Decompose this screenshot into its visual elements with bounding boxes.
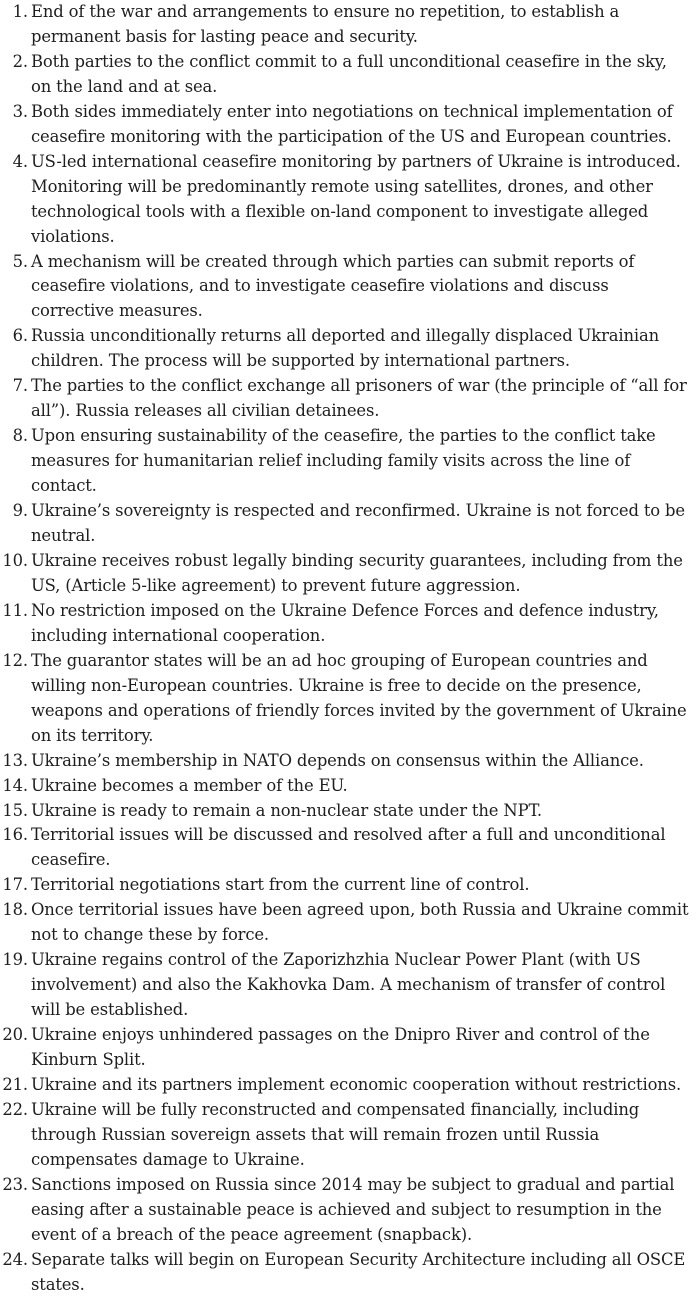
item-number: 3.: [12, 101, 28, 121]
item-number: 11.: [2, 600, 28, 620]
item-text: Ukraine is ready to remain a non-nuclear state under the NPT.: [31, 800, 542, 820]
list-item: [0, 424, 691, 499]
list-item: [0, 499, 691, 549]
item-text: Ukraine enjoys unhindered passages on the Dnipro River and control of the Kinburn Split.: [31, 1025, 650, 1070]
item-number: 6.: [12, 326, 28, 346]
list-item: [0, 774, 691, 799]
item-number: 16.: [2, 825, 28, 845]
list-item: [0, 50, 691, 100]
list-item: [0, 324, 691, 374]
item-text: Ukraine becomes a member of the EU.: [31, 775, 348, 795]
item-number: 17.: [2, 875, 28, 895]
list-item: [0, 100, 691, 150]
item-text: No restriction imposed on the Ukraine Defence Forces and defence industry, including international cooperation.: [31, 600, 659, 645]
item-text: Once territorial issues have been agreed upon, both Russia and Ukraine commit not to change these by force.: [31, 900, 689, 945]
item-text: Ukraine regains control of the Zaporizhzhia Nuclear Power Plant (with US involvement) and also the Kakhovka Dam. A mechanism of transfer of control will be established.: [31, 950, 666, 1020]
item-number: 14.: [2, 775, 28, 795]
item-text: Ukraine’s membership in NATO depends on consensus within the Alliance.: [31, 750, 644, 770]
list-item: [0, 948, 691, 1023]
list-item: [0, 250, 691, 325]
item-text: A mechanism will be created through which parties can submit reports of ceasefire violations, and to investigate ceasefire violations and discuss corrective measures.: [31, 251, 635, 321]
list-item: [0, 823, 691, 873]
item-text: Ukraine will be fully reconstructed and compensated financially, including through Russian sovereign assets that will remain frozen until Russia compensates damage to Ukraine.: [31, 1099, 640, 1169]
item-text: Ukraine and its partners implement economic cooperation without restrictions.: [31, 1074, 682, 1094]
list-item: [0, 898, 691, 948]
item-text: Ukraine receives robust legally binding security guarantees, including from the US, (Article 5-like agreement) to prevent future aggression.: [31, 550, 683, 595]
list-item: [0, 599, 691, 649]
item-number: 7.: [12, 376, 28, 396]
list-item: [0, 549, 691, 599]
item-number: 10.: [2, 550, 28, 570]
list-item: [0, 1023, 691, 1073]
list-item: [0, 649, 691, 749]
item-number: 20.: [2, 1025, 28, 1045]
item-text: Both parties to the conflict commit to a full unconditional ceasefire in the sky, on the land and at sea.: [31, 51, 667, 96]
item-text: Upon ensuring sustainability of the ceasefire, the parties to the conflict take measures for humanitarian relief including family visits across the line of contact.: [31, 426, 656, 496]
item-number: 18.: [2, 900, 28, 920]
item-text: Territorial issues will be discussed and resolved after a full and unconditional ceasefire.: [31, 825, 666, 870]
item-number: 5.: [12, 251, 28, 271]
item-number: 13.: [2, 750, 28, 770]
list-item: [0, 1248, 691, 1298]
list-item: [0, 0, 691, 50]
item-number: 2.: [12, 51, 28, 71]
list-item: [0, 873, 691, 898]
item-number: 22.: [2, 1099, 28, 1119]
list-item: [0, 1098, 691, 1173]
list-item: [0, 150, 691, 250]
item-number: 1.: [12, 2, 28, 21]
item-number: 9.: [12, 501, 28, 521]
item-number: 15.: [2, 800, 28, 820]
item-text: Both sides immediately enter into negotiations on technical implementation of ceasefire monitoring with the participation of the US and European countries.: [31, 101, 673, 146]
item-number: 4.: [12, 151, 28, 171]
list-item: [0, 1173, 691, 1248]
list-item: [0, 1073, 691, 1098]
item-text: Separate talks will begin on European Security Architecture including all OSCE states.: [31, 1249, 686, 1294]
item-number: 8.: [12, 426, 28, 446]
item-text: Russia unconditionally returns all deported and illegally displaced Ukrainian children. The process will be supported by international partners.: [31, 326, 659, 371]
item-number: 12.: [2, 650, 28, 670]
item-number: 24.: [2, 1249, 28, 1269]
list-item: [0, 799, 691, 824]
item-number: 21.: [2, 1074, 28, 1094]
item-number: 19.: [2, 950, 28, 970]
list-item: [0, 749, 691, 774]
item-text: The parties to the conflict exchange all prisoners of war (the principle of “all for all”). Russia releases all civilian detainees.: [31, 376, 687, 421]
item-text: End of the war and arrangements to ensure no repetition, to establish a permanent basis for lasting peace and security.: [31, 2, 620, 46]
item-text: Territorial negotiations start from the current line of control.: [31, 875, 530, 895]
item-number: 23.: [2, 1174, 28, 1194]
item-text: The guarantor states will be an ad hoc grouping of European countries and willing non-European countries. Ukraine is free to decide on the presence, weapons and operations of friendly forces invited by the government of Ukraine on its territory.: [31, 650, 687, 745]
item-text: Ukraine’s sovereignty is respected and reconfirmed. Ukraine is not forced to be neutral.: [31, 501, 685, 546]
item-text: US-led international ceasefire monitoring by partners of Ukraine is introduced. Monitoring will be predominantly remote using satellites, drones, and other technological tools with a flexible on-land component to investigate alleged violations.: [31, 151, 681, 246]
item-text: Sanctions imposed on Russia since 2014 may be subject to gradual and partial easing after a sustainable peace is achieved and subject to resumption in the event of a breach of the peace agreement (snapback).: [31, 1174, 675, 1244]
list-item: [0, 374, 691, 424]
